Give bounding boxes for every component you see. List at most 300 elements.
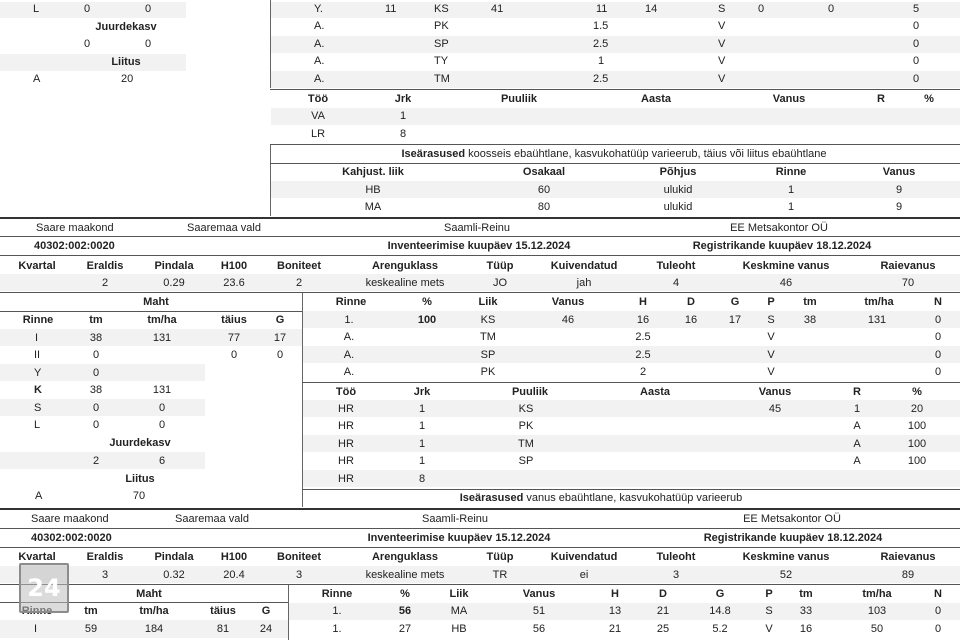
cell-h: 1 — [598, 55, 605, 67]
divider — [0, 584, 960, 585]
kahjust-cell: HB — [365, 184, 381, 196]
cell-p: V — [765, 623, 773, 635]
cell-tmha: 50 — [870, 623, 884, 635]
header-kvartal: Kvartal — [18, 260, 56, 272]
row-bg — [271, 108, 960, 125]
rinne-header-rinne: Rinne — [335, 296, 367, 308]
cell-p: S — [765, 605, 773, 617]
maht-header-g: G — [275, 314, 285, 326]
cell-d: 21 — [656, 605, 670, 617]
too-cell: LR — [310, 128, 326, 140]
kahjust-header-liik: Kahjust. liik — [342, 166, 404, 178]
liitus-value: A — [35, 490, 43, 502]
cell-tm: 16 — [799, 623, 813, 635]
maakond: Saare maakond — [31, 513, 109, 525]
kyla: Saamli-Reinu — [443, 222, 511, 234]
iseara-text — [460, 492, 743, 504]
cell-liik: KS — [434, 3, 449, 15]
header-keskmine-vanus: Keskmine vanus — [742, 551, 830, 563]
row-bg — [0, 566, 960, 583]
value-boniteet: 3 — [295, 569, 303, 581]
rinne-header-n: N — [934, 588, 942, 600]
header-raievanus: Raievanus — [880, 551, 936, 563]
maht-cell: II — [34, 349, 41, 361]
too-cell: HR — [338, 420, 354, 432]
too-header-percent: % — [924, 93, 934, 105]
registrikande-kuupaev: Registrikande kuupäev 18.12.2024 — [692, 240, 872, 252]
value-tuleoht: 3 — [672, 569, 680, 581]
too-cell: SP — [518, 455, 534, 467]
cell-n: 0 — [913, 73, 920, 85]
too-cell: 1 — [418, 438, 426, 450]
row-bg — [0, 399, 205, 416]
cell-h: 2.5 — [635, 349, 651, 361]
value-arenguklass: keskealine mets — [365, 277, 445, 289]
too-header-vanus: Vanus — [758, 386, 792, 398]
cell-p: S — [718, 3, 726, 15]
cell-g: 17 — [728, 314, 742, 326]
cell-rinne: 1. — [332, 605, 342, 617]
maht-cell: 0 — [92, 402, 100, 414]
header-kuivendatud: Kuivendatud — [550, 551, 618, 563]
row-bg — [0, 452, 205, 469]
cell-liik: KS — [480, 314, 496, 326]
header-arenguklass: Arenguklass — [371, 551, 439, 563]
too-cell: A — [853, 455, 861, 467]
too-cell: 100 — [907, 438, 927, 450]
juurdekasv-value: 0 — [84, 38, 91, 50]
liitus-value: 70 — [132, 490, 146, 502]
rinne-header-tmha: tm/ha — [862, 588, 892, 600]
too-cell: 1 — [399, 110, 407, 122]
cell-percent: 56 — [398, 605, 412, 617]
cell-n: 0 — [934, 605, 942, 617]
rinne-header-percent: % — [400, 588, 410, 600]
maht-cell: 131 — [152, 332, 172, 344]
vald: Saaremaa vald — [175, 513, 249, 525]
maht-cell: 0 — [92, 349, 100, 361]
header-pindala: Pindala — [154, 260, 194, 272]
iseara-value: vanus ebaühtlane, kasvukohatüüp varieerub — [523, 492, 743, 504]
maakond: Saare maakond — [36, 222, 114, 234]
divider — [0, 292, 960, 293]
value-eraldis: 3 — [101, 569, 109, 581]
row-bg — [271, 36, 960, 53]
too-header-puuliik: Puuliik — [511, 386, 549, 398]
maht-cell: 38 — [89, 332, 103, 344]
cell-n: 0 — [934, 366, 942, 378]
column-divider — [270, 144, 271, 216]
cell-tm: 0 — [758, 3, 765, 15]
juurdekasv-title: Juurdekasv — [95, 21, 157, 33]
kahjust-cell: 9 — [895, 201, 903, 213]
cell-p: V — [718, 55, 726, 67]
maht-cell: K — [34, 384, 42, 396]
rinne-header-h: H — [639, 296, 647, 308]
value-kuivendatud: jah — [576, 277, 592, 289]
maht-cell: 17 — [273, 332, 287, 344]
cell-liik: SP — [480, 349, 496, 361]
juurdekasv-value: 0 — [145, 38, 152, 50]
divider — [270, 163, 960, 164]
value-pindala: 0.32 — [163, 569, 185, 581]
row-bg — [303, 435, 960, 452]
cell-rinne: A. — [343, 331, 355, 343]
kahjust-cell: ulukid — [663, 201, 693, 213]
rinne-header-tm: tm — [799, 588, 813, 600]
too-cell: HR — [338, 455, 354, 467]
cell-tmha: 131 — [867, 314, 887, 326]
inventeerimise-kuupaev: Inventeerimise kuupäev 15.12.2024 — [387, 240, 571, 252]
too-cell: PK — [518, 420, 534, 432]
divider — [270, 144, 960, 145]
maht-cell: 0 — [158, 402, 166, 414]
cell-p: V — [718, 20, 726, 32]
cell-vanus: 56 — [532, 623, 546, 635]
liitus-value: A — [33, 73, 41, 85]
cell-h: 2 — [639, 366, 647, 378]
header-tuleoht: Tuleoht — [656, 551, 696, 563]
cell-n: 0 — [934, 623, 942, 635]
katastritunnus: 40302:002:0020 — [31, 532, 112, 544]
owner: EE Metsakontor OÜ — [743, 513, 841, 525]
value-kuivendatud: ei — [579, 569, 589, 581]
cell-p: V — [767, 349, 775, 361]
iseara-value: koosseis ebaühtlane, kasvukohatüüp varieerub, täius või liitus ebaühtlane — [465, 148, 827, 160]
cell-h: 16 — [636, 314, 650, 326]
row-bg — [303, 311, 960, 328]
cell-liik: TY — [434, 55, 449, 67]
rinne-header-g: G — [715, 588, 725, 600]
vald: Saaremaa vald — [187, 222, 261, 234]
too-cell: 1 — [418, 420, 426, 432]
too-header-percent: % — [912, 386, 922, 398]
cell-vanus: 51 — [532, 605, 546, 617]
maht-header-tm: tm — [84, 605, 98, 617]
maht-tm-cell: 0 — [84, 3, 91, 15]
header-h100: H100 — [220, 260, 248, 272]
cell-n: 0 — [934, 349, 942, 361]
cell-rinne: Y. — [314, 3, 323, 15]
maht-tmha-cell: 0 — [145, 3, 152, 15]
iseara-label: Iseärasused — [459, 492, 524, 504]
maht-cell: 77 — [227, 332, 241, 344]
too-cell: 20 — [910, 403, 924, 415]
too-cell: 1 — [418, 455, 426, 467]
too-cell: A — [853, 420, 861, 432]
divider — [270, 89, 960, 90]
maht-cell: 59 — [84, 623, 98, 635]
divider — [0, 311, 302, 312]
maht-cell: Y — [34, 367, 42, 379]
maht-cell: 38 — [89, 384, 103, 396]
value-arenguklass: keskealine mets — [365, 569, 445, 581]
too-header-aasta: Aasta — [640, 386, 670, 398]
cell-liik: SP — [434, 38, 449, 50]
too-cell: KS — [518, 403, 534, 415]
header-boniteet: Boniteet — [277, 551, 321, 563]
cell-rinne: A. — [343, 349, 355, 361]
cell-n: 0 — [913, 38, 920, 50]
maht-cell: 0 — [230, 349, 238, 361]
rinne-header-tmha: tm/ha — [864, 296, 894, 308]
maht-cell: L — [34, 419, 41, 431]
cell-p: V — [718, 73, 726, 85]
cell-d: 14 — [645, 3, 658, 15]
kahjust-cell: 80 — [537, 201, 551, 213]
cell-n: 0 — [934, 331, 942, 343]
cell-rinne: 1. — [344, 314, 354, 326]
too-cell: HR — [338, 473, 354, 485]
too-cell: TM — [518, 438, 534, 450]
maht-header-g: G — [261, 605, 271, 617]
cell-liik: MA — [450, 605, 468, 617]
too-cell: 1 — [853, 403, 861, 415]
header-h100: H100 — [220, 551, 248, 563]
rinne-header-n: N — [934, 296, 942, 308]
cell-tm: 38 — [803, 314, 817, 326]
maht-header-tmha: tm/ha — [147, 314, 177, 326]
cell-liik: HB — [451, 623, 467, 635]
cell-liik: PK — [434, 20, 449, 32]
header-keskmine-vanus: Keskmine vanus — [742, 260, 830, 272]
kahjust-cell: 1 — [787, 201, 795, 213]
rinne-header-p: P — [767, 296, 775, 308]
value-h100: 20.4 — [223, 569, 245, 581]
too-header-too: Töö — [335, 386, 357, 398]
header-kvartal: Kvartal — [18, 551, 56, 563]
value-tuup: JO — [492, 277, 508, 289]
maht-cell: 184 — [144, 623, 164, 635]
too-header-puuliik: Puuliik — [500, 93, 538, 105]
cell-h: 1.5 — [593, 20, 609, 32]
maht-header-rinne: Rinne — [22, 314, 54, 326]
cell-g: 14.8 — [709, 605, 731, 617]
cell-g: 5.2 — [712, 623, 728, 635]
rinne-header-vanus: Vanus — [551, 296, 585, 308]
value-raievanus: 70 — [901, 277, 915, 289]
cell-percent: 100 — [417, 314, 437, 326]
header-tuleoht: Tuleoht — [656, 260, 696, 272]
cell-liik: TM — [434, 73, 450, 85]
too-header-r: R — [853, 386, 861, 398]
maht-cell: 24 — [259, 623, 273, 635]
value-eraldis: 2 — [101, 277, 109, 289]
kahjust-cell: 60 — [537, 184, 551, 196]
cell-vanus: 46 — [561, 314, 575, 326]
cell-liik: TM — [480, 331, 496, 343]
row-bg — [303, 400, 960, 417]
cell-p: S — [767, 314, 775, 326]
header-eraldis: Eraldis — [86, 260, 124, 272]
juurdekasv-value: 2 — [92, 455, 100, 467]
value-tuleoht: 4 — [672, 277, 680, 289]
registrikande-kuupaev: Registrikande kuupäev 18.12.2024 — [703, 532, 883, 544]
divider — [0, 547, 960, 548]
row-bg — [271, 71, 960, 88]
value-raievanus: 89 — [901, 569, 915, 581]
cell-n: 5 — [913, 3, 920, 15]
cell-rinne: A. — [314, 20, 325, 32]
value-keskmine-vanus: 46 — [779, 277, 793, 289]
too-header-r: R — [877, 93, 885, 105]
cell-d: 16 — [684, 314, 698, 326]
value-boniteet: 2 — [295, 277, 303, 289]
cell-rinne: A. — [343, 366, 355, 378]
maht-header-tm: tm — [89, 314, 103, 326]
kahjust-cell: 9 — [895, 184, 903, 196]
cell-tmha: 103 — [867, 605, 887, 617]
divider — [0, 236, 960, 237]
value-pindala: 0.29 — [163, 277, 185, 289]
liitus-title: Liitus — [111, 56, 141, 68]
row-bg — [303, 346, 960, 363]
cell-p: V — [718, 38, 726, 50]
row-bg — [0, 54, 186, 71]
maht-cell: 0 — [92, 419, 100, 431]
too-header-jrk: Jrk — [394, 93, 412, 105]
header-raievanus: Raievanus — [880, 260, 936, 272]
row-bg — [0, 2, 186, 18]
liitus-value: 20 — [121, 73, 134, 85]
too-cell: A — [853, 438, 861, 450]
section-divider — [0, 508, 960, 510]
iseara-text — [401, 148, 826, 160]
too-header-aasta: Aasta — [641, 93, 671, 105]
too-cell: 8 — [399, 128, 407, 140]
kahjust-header-vanus: Vanus — [882, 166, 916, 178]
row-bg — [0, 329, 302, 346]
row-bg — [303, 470, 960, 487]
too-header-too: Töö — [307, 93, 329, 105]
inventeerimise-kuupaev: Inventeerimise kuupäev 15.12.2024 — [367, 532, 551, 544]
header-eraldis: Eraldis — [86, 551, 124, 563]
juurdekasv-value: 6 — [158, 455, 166, 467]
cell-d: 25 — [656, 623, 670, 635]
rinne-header-d: D — [659, 588, 667, 600]
maht-title: Maht — [143, 296, 169, 308]
too-cell: 100 — [907, 455, 927, 467]
too-cell: 100 — [907, 420, 927, 432]
divider — [0, 528, 960, 529]
value-keskmine-vanus: 52 — [779, 569, 793, 581]
rinne-header-percent: % — [422, 296, 432, 308]
value-tuup: TR — [492, 569, 508, 581]
cell-rinne: A. — [314, 73, 325, 85]
row-bg — [0, 364, 205, 381]
rinne-header-tm: tm — [803, 296, 817, 308]
rinne-header-liik: Liik — [449, 588, 469, 600]
cell-h: 2.5 — [593, 38, 609, 50]
divider — [302, 489, 960, 490]
maht-cell: 0 — [92, 367, 100, 379]
maht-header-taius: täius — [221, 314, 247, 326]
kahjust-cell: 1 — [787, 184, 795, 196]
maht-header-tmha: tm/ha — [139, 605, 169, 617]
iseara-label: Iseärasused — [401, 148, 466, 160]
cell-rinne: A. — [314, 38, 325, 50]
cell-h: 11 — [596, 3, 608, 15]
rinne-header-rinne: Rinne — [321, 588, 353, 600]
header-arenguklass: Arenguklass — [371, 260, 439, 272]
header-tuup: Tüüp — [486, 551, 514, 563]
maht-cell: 81 — [216, 623, 230, 635]
owner: EE Metsakontor OÜ — [730, 222, 828, 234]
row-bg — [289, 603, 960, 620]
rinne-header-h: H — [611, 588, 619, 600]
too-cell: 1 — [418, 403, 426, 415]
maht-cell: I — [34, 623, 38, 635]
maht-cell: 0 — [158, 419, 166, 431]
maht-rinne-cell: L — [33, 3, 40, 15]
kahjust-cell: MA — [364, 201, 382, 213]
too-cell: 8 — [418, 473, 426, 485]
kahjust-cell: ulukid — [663, 184, 693, 196]
row-bg — [0, 274, 960, 291]
rinne-header-g: G — [730, 296, 740, 308]
liitus-title: Liitus — [125, 473, 155, 485]
cell-h: 13 — [608, 605, 622, 617]
cell-p: V — [767, 366, 775, 378]
section-divider — [0, 217, 960, 219]
value-h100: 23.6 — [223, 277, 245, 289]
page-number-badge: 24 — [19, 563, 69, 613]
divider — [0, 255, 960, 256]
rinne-header-p: P — [765, 588, 773, 600]
too-cell: HR — [338, 403, 354, 415]
rinne-header-liik: Liik — [478, 296, 498, 308]
maht-header-taius: täius — [210, 605, 236, 617]
header-tuup: Tüüp — [486, 260, 514, 272]
rinne-header-d: D — [687, 296, 695, 308]
kahjust-header-osakaal: Osakaal — [522, 166, 566, 178]
too-cell: HR — [338, 438, 354, 450]
cell-h: 2.5 — [635, 331, 651, 343]
cell-tmha: 0 — [828, 3, 835, 15]
kyla: Saamli-Reinu — [421, 513, 489, 525]
juurdekasv-title: Juurdekasv — [109, 437, 171, 449]
row-bg — [271, 2, 960, 18]
too-header-vanus: Vanus — [772, 93, 806, 105]
cell-tm: 33 — [799, 605, 813, 617]
kahjust-header-pohjus: Põhjus — [659, 166, 697, 178]
cell-rinne: 1. — [332, 623, 342, 635]
too-cell: VA — [311, 110, 325, 122]
too-cell: 45 — [768, 403, 782, 415]
header-boniteet: Boniteet — [277, 260, 321, 272]
divider — [302, 382, 960, 383]
too-header-jrk: Jrk — [413, 386, 431, 398]
maht-title: Maht — [136, 588, 162, 600]
cell-percent: 27 — [398, 623, 412, 635]
cell-n: 0 — [934, 314, 942, 326]
header-kuivendatud: Kuivendatud — [550, 260, 618, 272]
rinne-header-vanus: Vanus — [522, 588, 556, 600]
maht-cell: I — [35, 332, 39, 344]
cell-p: V — [767, 331, 775, 343]
cell-rinne: A. — [314, 55, 325, 67]
cell-n: 0 — [913, 55, 920, 67]
cell-percent: 11 — [385, 3, 397, 15]
cell-liik: PK — [480, 366, 496, 378]
kahjust-header-rinne: Rinne — [775, 166, 807, 178]
maht-cell: 131 — [152, 384, 172, 396]
katastritunnus: 40302:002:0020 — [34, 240, 115, 252]
header-pindala: Pindala — [154, 551, 194, 563]
maht-cell: S — [34, 402, 42, 414]
cell-h: 21 — [608, 623, 622, 635]
cell-n: 0 — [913, 20, 920, 32]
